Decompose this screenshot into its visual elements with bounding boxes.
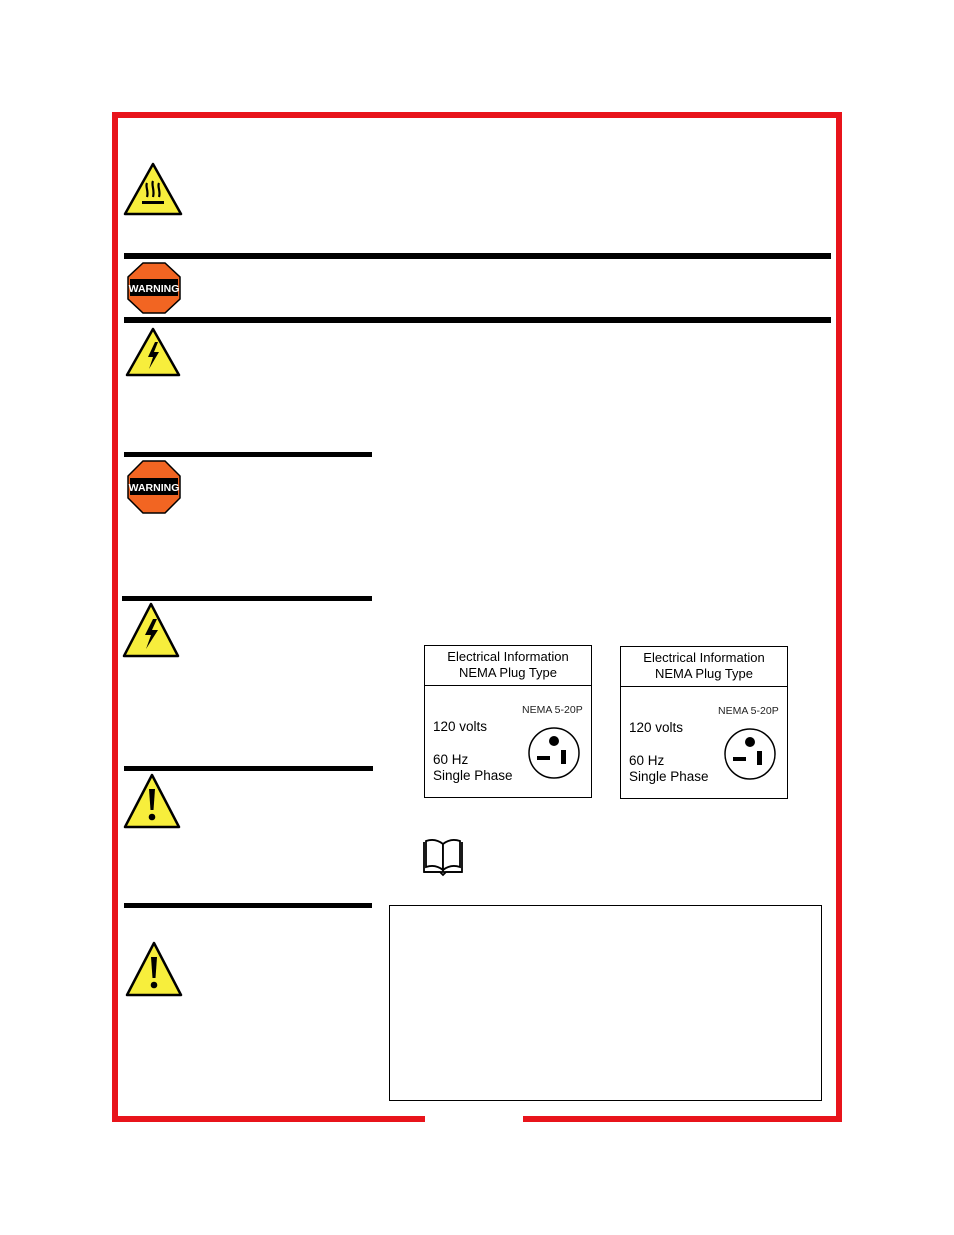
section-rule: [124, 452, 372, 457]
header-line: Electrical Information: [643, 650, 765, 665]
electrical-info-header: [621, 647, 787, 687]
nema-plug-icon: [527, 726, 581, 780]
frequency: 60 Hz: [433, 752, 469, 767]
page-frame-bottom-left: [112, 1116, 425, 1122]
open-book-icon: [420, 838, 466, 878]
frequency: 60 Hz: [629, 753, 665, 768]
nema-type: NEMA 5-20P: [718, 705, 779, 717]
warning-label: WARNING: [128, 283, 180, 295]
page-frame-left: [112, 112, 118, 1122]
header-line: NEMA Plug Type: [654, 666, 754, 681]
warning-label: WARNING: [128, 482, 180, 494]
section-rule: [124, 317, 831, 323]
section-rule: [124, 253, 831, 259]
section-rule: [124, 903, 372, 908]
electrical-hazard-icon: [124, 326, 182, 378]
header-line: Electrical Information: [447, 649, 569, 664]
note-box: [389, 905, 822, 1101]
electrical-info-panel: [620, 646, 788, 799]
caution-exclamation-icon: [122, 772, 182, 830]
voltage: 120 volts: [433, 719, 488, 734]
page-frame-right: [836, 112, 842, 1122]
warning-octagon-icon: [126, 261, 182, 315]
hot-surface-icon: [122, 161, 184, 217]
header-line: NEMA Plug Type: [458, 665, 558, 680]
page-frame-top: [112, 112, 842, 118]
electrical-info-panel: [424, 645, 592, 798]
nema-plug-icon: [723, 727, 777, 781]
electrical-info-header: [425, 646, 591, 686]
caution-exclamation-icon: [124, 940, 184, 998]
electrical-hazard-icon: [121, 601, 181, 659]
warning-octagon-icon: [126, 459, 182, 515]
page-frame-bottom-right: [523, 1116, 842, 1122]
voltage: 120 volts: [629, 720, 684, 735]
phase: Single Phase: [629, 769, 709, 784]
nema-type: NEMA 5-20P: [522, 704, 583, 716]
phase: Single Phase: [433, 768, 513, 783]
section-rule: [124, 766, 373, 771]
